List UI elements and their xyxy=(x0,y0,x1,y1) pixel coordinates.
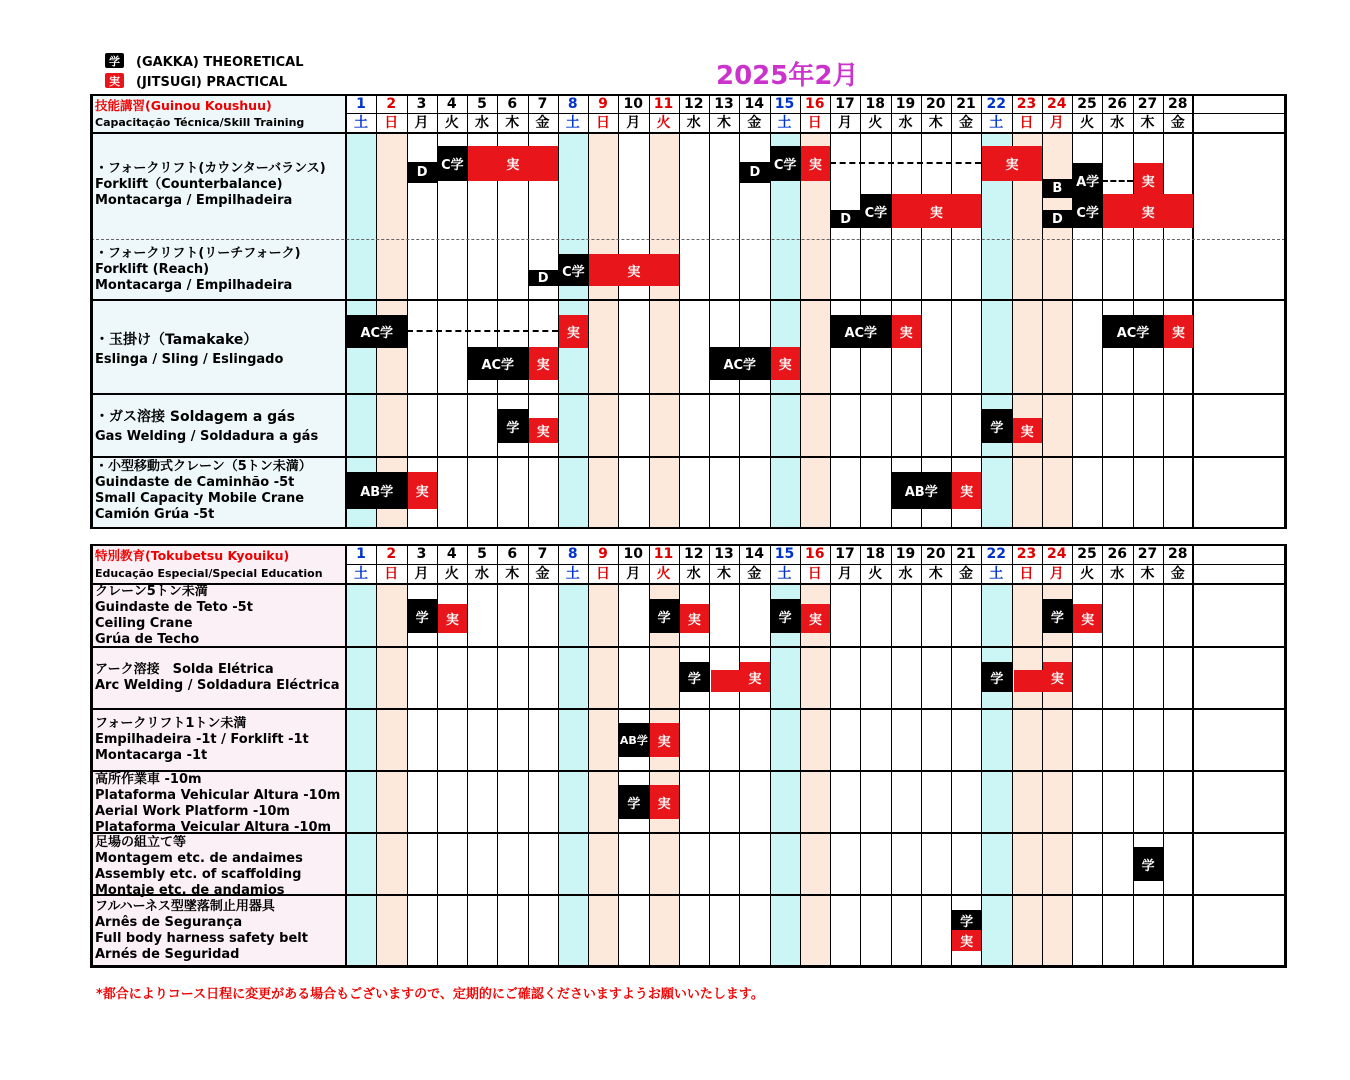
practice-legend-icon: 実 xyxy=(105,73,124,88)
skill-day-number: 21 xyxy=(956,96,976,112)
special-grid-column-line xyxy=(921,545,922,966)
special-weekday: 日 xyxy=(807,566,822,582)
special-weekday: 土 xyxy=(565,566,580,582)
theory-session-block: 学 xyxy=(619,785,648,819)
theory-session-block: 学 xyxy=(650,599,679,633)
skill-day-number: 22 xyxy=(986,96,1006,112)
theory-session-block: 学 xyxy=(1043,599,1072,633)
special-day-number: 23 xyxy=(1016,546,1037,562)
skill-day-number: 2 xyxy=(386,96,397,112)
skill-grid-column-line xyxy=(1072,95,1073,528)
practical-session-block: 実 xyxy=(740,662,769,692)
practical-session-block: 実 xyxy=(650,785,679,819)
special-day-number: 26 xyxy=(1107,546,1127,562)
special-course-label: アーク溶接 Solda Elétrica Arc Welding / Soldadura Eléctrica xyxy=(95,662,340,693)
practical-session-block: 実 xyxy=(892,194,982,228)
practical-session-block: 実 xyxy=(650,723,679,757)
special-day-number: 24 xyxy=(1047,546,1067,562)
practical-session-block: 実 xyxy=(1073,604,1102,633)
theory-session-block: C学 xyxy=(1073,194,1102,228)
skill-day-number: 5 xyxy=(477,96,487,112)
skill-grid-column-line xyxy=(376,95,377,528)
special-grid-column-line xyxy=(709,545,710,966)
arc-welding-red-bar xyxy=(711,670,743,692)
skill-grid-column-line xyxy=(588,95,589,528)
special-weekday: 水 xyxy=(475,566,489,582)
practical-session-block: 実 xyxy=(680,604,709,633)
special-day-number: 1 xyxy=(356,546,366,562)
special-grid-column-line xyxy=(830,545,831,966)
skill-grid-column-line xyxy=(951,95,952,528)
special-grid-column-line xyxy=(467,545,468,966)
skill-weekday: 火 xyxy=(868,115,883,131)
special-section-subtitle: Educação Especial/Special Education xyxy=(95,567,323,580)
theory-session-block: C学 xyxy=(861,194,890,228)
skill-weekday: 火 xyxy=(656,115,671,131)
special-weekday: 木 xyxy=(928,566,943,582)
special-grid-column-line xyxy=(891,545,892,966)
theory-session-block: D xyxy=(831,210,860,228)
special-weekend-band xyxy=(376,583,406,966)
practical-session-block: 実 xyxy=(529,418,558,443)
special-day-number: 20 xyxy=(926,546,946,562)
skill-day-number: 16 xyxy=(805,96,825,112)
skill-grid-column-line xyxy=(921,95,922,528)
special-grid-column-line xyxy=(1192,545,1194,966)
special-day-number: 16 xyxy=(805,546,825,562)
special-weekend-band xyxy=(1012,583,1042,966)
skill-course-label: ・玉掛け（Tamakake） Eslinga / Sling / Eslingado xyxy=(95,332,284,367)
skill-grid-column-line xyxy=(1192,95,1194,528)
skill-weekday: 木 xyxy=(1140,115,1155,131)
special-grid-column-line xyxy=(588,545,589,966)
special-grid-column-line xyxy=(528,545,529,966)
special-weekend-band xyxy=(770,583,800,966)
skill-grid-column-line xyxy=(649,95,650,528)
special-weekday: 水 xyxy=(898,566,913,582)
special-weekday: 木 xyxy=(717,566,731,582)
skill-grid-column-line xyxy=(1102,95,1103,528)
theory-legend-icon: 学 xyxy=(105,53,124,68)
special-weekday: 火 xyxy=(1080,566,1094,582)
skill-weekday: 月 xyxy=(838,115,852,131)
practical-session-block: 実 xyxy=(771,347,800,380)
practical-session-block: 実 xyxy=(408,472,437,509)
skill-weekday: 木 xyxy=(928,115,943,131)
special-weekday: 土 xyxy=(354,566,368,582)
skill-day-number: 4 xyxy=(446,96,457,112)
special-day-number: 15 xyxy=(774,546,795,562)
practical-session-block: 実 xyxy=(1013,418,1042,443)
skill-weekday: 水 xyxy=(475,115,489,131)
theory-session-block: D xyxy=(408,162,437,183)
theory-session-block: 学 xyxy=(498,409,527,443)
practical-session-block: 実 xyxy=(801,146,830,181)
special-weekday: 水 xyxy=(686,566,701,582)
special-day-number: 19 xyxy=(895,546,916,562)
special-day-number: 10 xyxy=(623,546,643,562)
special-weekday: 金 xyxy=(535,566,550,582)
special-course-label: クレーン5トン未満 Guindaste de Teto -5t Ceiling Crane Grúa de Techo xyxy=(95,584,253,647)
skill-weekday: 月 xyxy=(626,115,641,131)
special-section-title: 特別教育(Tokubetsu Kyouiku) xyxy=(95,548,290,563)
special-day-number: 17 xyxy=(835,546,855,562)
theory-session-block: 学 xyxy=(408,599,437,633)
special-weekend-band xyxy=(981,583,1011,966)
special-weekday: 日 xyxy=(596,566,610,582)
theory-session-block: D xyxy=(1043,210,1072,228)
skill-grid-column-line xyxy=(860,95,861,528)
section-separator xyxy=(91,528,1285,545)
theory-session-block: AC学 xyxy=(831,315,891,348)
practical-session-block: 実 xyxy=(952,930,981,951)
skill-header-bottom xyxy=(91,132,1285,134)
skill-weekday: 金 xyxy=(535,115,550,131)
special-course-label: フルハーネス型墜落制止用器具 Arnês de Segurança Full body harness safety belt Arnés de Seguridad xyxy=(95,899,308,962)
skill-right-border xyxy=(1284,94,1287,529)
skill-day-number: 6 xyxy=(507,96,518,112)
special-course-label: 高所作業車 -10m Plataforma Vehicular Altura -10m Aerial Work Platform -10m Plataforma Veicular Altura -10m xyxy=(95,772,341,835)
skill-weekday: 日 xyxy=(1019,115,1034,131)
theory-session-block: AC学 xyxy=(1103,315,1163,348)
skill-day-number: 3 xyxy=(416,96,427,112)
special-day-number: 3 xyxy=(416,546,427,562)
skill-course-label: ・フォークリフト(リーチフォーク) Forklift (Reach) Montacarga / Empilhadeira xyxy=(95,246,301,293)
skill-day-number: 10 xyxy=(623,96,643,112)
special-grid-column-line xyxy=(860,545,861,966)
special-day-number: 13 xyxy=(714,546,734,562)
practical-session-block: 実 xyxy=(892,315,921,348)
special-grid-column-line xyxy=(1163,545,1164,966)
special-day-number: 9 xyxy=(598,546,608,562)
skill-weekday: 土 xyxy=(565,115,580,131)
practical-session-block: 実 xyxy=(1043,662,1072,692)
skill-grid-column-line xyxy=(739,95,740,528)
page-title: 2025年2月 xyxy=(716,61,859,91)
theory-session-block: D xyxy=(740,162,769,183)
special-grid-column-line xyxy=(558,545,559,966)
practical-session-block: 実 xyxy=(982,146,1042,181)
skill-row-dashed-divider xyxy=(91,239,1285,240)
special-weekday: 火 xyxy=(868,566,883,582)
practical-session-block: 実 xyxy=(1103,194,1193,228)
skill-day-number: 19 xyxy=(895,96,916,112)
skill-day-number: 25 xyxy=(1077,96,1097,112)
theory-legend-label: (GAKKA) THEORETICAL xyxy=(136,55,304,70)
special-grid-column-line xyxy=(981,545,982,966)
skill-grid-column-line xyxy=(830,95,831,528)
theory-session-block: AB学 xyxy=(619,723,648,757)
special-weekday: 月 xyxy=(1049,566,1064,582)
practical-session-block: 実 xyxy=(1164,315,1193,348)
special-weekday: 火 xyxy=(444,566,459,582)
forklift-cb-dashed-connector xyxy=(830,162,981,164)
special-grid-column-line xyxy=(376,545,377,966)
footer-note: *都合によりコース日程に変更がある場合もございますので、定期的にご確認くださいますようお願いいたします。 xyxy=(96,987,764,1002)
skill-day-number: 23 xyxy=(1016,96,1037,112)
theory-session-block: D xyxy=(529,270,558,286)
skill-weekend-band xyxy=(770,132,800,528)
skill-weekday: 月 xyxy=(414,115,429,131)
skill-weekday: 水 xyxy=(686,115,701,131)
skill-grid-column-line xyxy=(679,95,680,528)
theory-session-block: AB学 xyxy=(347,472,407,509)
skill-weekday: 土 xyxy=(354,115,368,131)
skill-day-number: 14 xyxy=(744,96,764,112)
skill-day-number: 15 xyxy=(774,96,795,112)
practical-session-block: 実 xyxy=(559,315,588,348)
theory-session-block: A学 xyxy=(1073,163,1102,198)
practical-session-block: 実 xyxy=(801,604,830,633)
practical-session-block: 実 xyxy=(529,347,558,380)
practical-session-block: 実 xyxy=(438,604,467,633)
skill-grid-column-line xyxy=(345,95,347,528)
special-grid-column-line xyxy=(1133,545,1134,966)
special-weekend-band xyxy=(649,583,679,966)
special-weekday: 日 xyxy=(1019,566,1034,582)
special-weekend-band xyxy=(346,583,376,966)
special-grid-column-line xyxy=(951,545,952,966)
skill-row-divider xyxy=(91,299,1285,301)
skill-day-number: 17 xyxy=(835,96,855,112)
special-day-number: 12 xyxy=(684,546,704,562)
special-weekday: 火 xyxy=(656,566,671,582)
skill-weekday: 日 xyxy=(596,115,610,131)
theory-session-block: C学 xyxy=(559,254,588,286)
skill-course-label: ・小型移動式クレーン（5トン未満） Guindaste de Caminhão -5t Small Capacity Mobile Crane Camión Grúa -5t xyxy=(95,459,312,522)
skill-grid-column-line xyxy=(558,95,559,528)
special-day-number: 22 xyxy=(986,546,1006,562)
special-grid-column-line xyxy=(497,545,498,966)
skill-row-divider xyxy=(91,456,1285,458)
skill-weekday: 土 xyxy=(989,115,1004,131)
skill-row-divider xyxy=(91,393,1285,395)
skill-left-border xyxy=(90,94,93,529)
skill-day-number: 27 xyxy=(1137,96,1158,112)
practical-session-block: 実 xyxy=(468,146,558,181)
skill-weekday: 金 xyxy=(1170,115,1185,131)
skill-grid-column-line xyxy=(407,95,408,528)
skill-day-number: 9 xyxy=(598,96,608,112)
special-grid-column-line xyxy=(345,545,347,966)
skill-grid-column-line xyxy=(709,95,710,528)
theory-session-block: 学 xyxy=(982,662,1011,692)
skill-weekend-band xyxy=(981,132,1011,528)
skill-grid-column-line xyxy=(1163,95,1164,528)
theory-session-block: AC学 xyxy=(710,347,770,380)
special-weekday: 土 xyxy=(777,566,792,582)
theory-session-block: B xyxy=(1043,179,1072,198)
special-weekday: 木 xyxy=(505,566,520,582)
skill-course-label: ・フォークリフト(カウンターバランス) Forklift（Counterbalance) Montacarga / Empilhadeira xyxy=(95,161,326,208)
theory-session-block: 学 xyxy=(952,910,981,930)
special-day-number: 8 xyxy=(567,546,578,562)
special-day-number: 11 xyxy=(653,546,674,562)
special-left-border xyxy=(90,544,93,968)
skill-weekday: 月 xyxy=(1049,115,1064,131)
special-weekday: 月 xyxy=(838,566,852,582)
skill-section-title: 技能講習(Guinou Koushuu) xyxy=(95,98,272,113)
theory-session-block: 学 xyxy=(1134,847,1163,881)
practice-legend-label: (JITSUGI) PRACTICAL xyxy=(136,75,288,90)
skill-weekday: 火 xyxy=(1080,115,1094,131)
skill-day-number: 13 xyxy=(714,96,734,112)
practical-session-block: 実 xyxy=(952,472,981,509)
skill-grid-column-line xyxy=(1042,95,1043,528)
special-day-number: 14 xyxy=(744,546,764,562)
special-day-number: 21 xyxy=(956,546,976,562)
special-weekday: 月 xyxy=(414,566,429,582)
skill-weekday: 日 xyxy=(384,115,399,131)
special-day-number: 27 xyxy=(1137,546,1158,562)
skill-weekday: 木 xyxy=(505,115,520,131)
special-grid-column-line xyxy=(739,545,740,966)
skill-day-number: 26 xyxy=(1107,96,1127,112)
special-day-number: 2 xyxy=(386,546,397,562)
special-weekend-band xyxy=(588,583,618,966)
skill-section-subtitle: Capacitação Técnica/Skill Training xyxy=(95,116,305,129)
special-row-divider xyxy=(91,708,1285,710)
skill-grid-column-line xyxy=(1133,95,1134,528)
theory-session-block: AB学 xyxy=(892,472,952,509)
skill-day-number: 18 xyxy=(865,96,885,112)
special-weekday: 金 xyxy=(747,566,762,582)
special-weekday: 日 xyxy=(384,566,399,582)
arc-welding-red-bar xyxy=(1014,670,1046,692)
skill-day-number: 7 xyxy=(537,96,548,112)
special-weekend-band xyxy=(558,583,588,966)
special-weekend-band xyxy=(800,583,830,966)
skill-weekend-band xyxy=(1012,132,1042,528)
skill-weekday: 水 xyxy=(1110,115,1125,131)
special-weekday: 月 xyxy=(626,566,641,582)
special-day-number: 25 xyxy=(1077,546,1097,562)
theory-session-block: C学 xyxy=(771,146,800,181)
special-day-number: 5 xyxy=(477,546,487,562)
special-weekday: 水 xyxy=(1110,566,1125,582)
special-day-number: 18 xyxy=(865,546,885,562)
special-weekday: 土 xyxy=(989,566,1004,582)
skill-weekend-band xyxy=(800,132,830,528)
skill-weekday: 金 xyxy=(747,115,762,131)
special-day-number: 6 xyxy=(507,546,518,562)
skill-day-number: 24 xyxy=(1047,96,1067,112)
theory-session-block: C学 xyxy=(438,146,467,181)
skill-day-number: 11 xyxy=(653,96,674,112)
tamakake-dashed-connector xyxy=(407,330,558,332)
special-day-number: 4 xyxy=(446,546,457,562)
skill-grid-column-line xyxy=(891,95,892,528)
skill-weekend-band xyxy=(649,132,679,528)
special-grid-column-line xyxy=(1012,545,1013,966)
theory-session-block: 学 xyxy=(982,409,1011,443)
skill-day-number: 20 xyxy=(926,96,946,112)
theory-session-block: 学 xyxy=(771,599,800,633)
skill-bottom-border xyxy=(91,527,1285,529)
skill-weekend-band xyxy=(588,132,618,528)
skill-day-number: 8 xyxy=(567,96,578,112)
special-day-number: 7 xyxy=(537,546,548,562)
forklift-cb-dashed-connector xyxy=(1102,180,1132,182)
skill-grid-column-line xyxy=(618,95,619,528)
special-day-number: 28 xyxy=(1168,546,1188,562)
special-weekday: 金 xyxy=(1170,566,1185,582)
practical-session-block: 実 xyxy=(589,254,679,286)
special-weekend-band xyxy=(1042,583,1072,966)
theory-session-block: AC学 xyxy=(347,315,407,348)
skill-day-number: 12 xyxy=(684,96,704,112)
special-course-label: フォークリフト1トン未満 Empilhadeira -1t / Forklift -1t Montacarga -1t xyxy=(95,716,309,763)
skill-weekday: 日 xyxy=(807,115,822,131)
special-course-label: 足場の組立て等 Montagem etc. de andaimes Assembly etc. of scaffolding Montaje etc. de andamios xyxy=(95,835,303,898)
practical-session-block: 実 xyxy=(1134,163,1163,198)
skill-day-number: 28 xyxy=(1168,96,1188,112)
theory-session-block: 学 xyxy=(680,662,709,692)
skill-header-divider xyxy=(346,113,1285,114)
skill-day-number: 1 xyxy=(356,96,366,112)
skill-weekday: 水 xyxy=(898,115,913,131)
special-bottom-border xyxy=(91,965,1285,968)
skill-course-label: ・ガス溶接 Soldagem a gás Gas Welding / Soldadura a gás xyxy=(95,409,319,444)
special-grid-column-line xyxy=(1102,545,1103,966)
theory-session-block: AC学 xyxy=(468,347,528,380)
skill-weekday: 木 xyxy=(717,115,731,131)
skill-weekday: 火 xyxy=(444,115,459,131)
special-header-divider xyxy=(346,564,1285,565)
special-weekday: 木 xyxy=(1140,566,1155,582)
special-weekday: 金 xyxy=(959,566,973,582)
special-right-border xyxy=(1284,544,1287,968)
skill-weekday: 金 xyxy=(959,115,973,131)
skill-weekday: 土 xyxy=(777,115,792,131)
